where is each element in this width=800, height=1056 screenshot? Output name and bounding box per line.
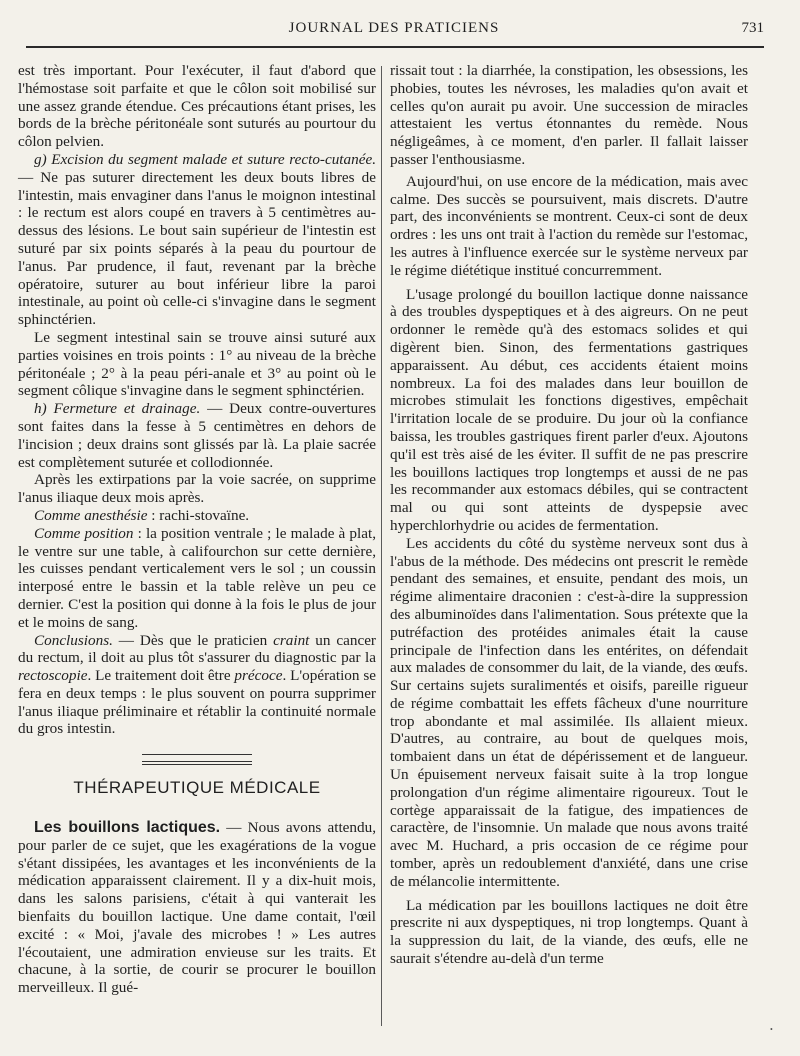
paragraph bbox=[18, 819, 376, 997]
paragraph bbox=[18, 632, 376, 739]
paragraph: est très important. Pour l'exécuter, il faut d'abord que l'hémostase soit parfaite et que le côlon soit mobilisé sur une assez grande étendue. Ces précautions étant prises, les bords de la brèche péritonéale sont suturés au pourtour du côlon pelvien. bbox=[18, 62, 376, 151]
separator-double-rule bbox=[142, 754, 252, 762]
subsection-label: Conclusions. bbox=[34, 631, 113, 649]
subsection-label: h) Fermeture et drainage. bbox=[34, 400, 201, 418]
subsection-label: g) Excision du segment malade et suture recto-cutanée. bbox=[34, 150, 376, 168]
paragraph: Le segment intestinal sain se trouve ainsi suturé aux parties voisines en trois points : 1° au niveau de la brèche péritonéale ; 2° à la peau péri-anale et 3° au point où le segment côlique s'invagine dans le segment sphinctérien. bbox=[18, 328, 376, 400]
paragraph-text: — Dès que le praticien bbox=[112, 631, 274, 649]
paragraph-text: un cancer du rectum, il doit au plus tôt s'assurer du diagnostic par la bbox=[18, 631, 376, 667]
paragraph bbox=[18, 507, 376, 525]
paragraph-text: . Le traitement doit être bbox=[87, 667, 235, 685]
paragraph: La médication par les bouillons lactiques ne doit être prescrite ni aux dyspeptiques, ni trop longtemps. Quant à la suppression du lait, de la viande, des œufs, elle ne saurait s'étendre au-delà d'un terme bbox=[390, 896, 748, 968]
subsection-label: Comme position bbox=[34, 524, 134, 542]
right-column bbox=[390, 62, 748, 968]
paragraph-text: . L'opération se fera en deux temps : le plus souvent on pourra supprimer l'anus iliaque préliminaire et rétablir la continuité normale du gros intestin. bbox=[18, 667, 376, 738]
separator-rule bbox=[142, 764, 252, 765]
paragraph-text: : rachi-stovaïne. bbox=[147, 506, 250, 524]
journal-title: JOURNAL DES PRATICIENS bbox=[288, 20, 500, 36]
emphasis: craint bbox=[273, 631, 310, 649]
paragraph-text: — Deux contre-ouvertures sont faites dans la fesse à 5 centimètres en dehors de l'incision ; deux drains sont glissés par là. La plaie sacrée est complètement suturée et collodionnée. bbox=[18, 400, 376, 471]
paragraph: Les accidents du côté du système nerveux sont dus à l'abus de la méthode. Des médecins ont prescrit le remède pendant des semaines, et ensuite, pendant des mois, un régime alimentaire draconien : c'est-à-dire la suppression des albuminoïdes dans l'alimentation. Sous prétexte que la putréfaction des protéides animales était la cause principale de l'infection dans les entérites, on défendait aux malades de consommer du lait, de la viande, des œufs. Sur certains sujets suralimentés et oisifs, pareille rigueur de régime combattait les effets fâcheux d'une nourriture trop abondante et mal assimilée. Ils allaient mieux. D'autres, au contraire, au bout de quelques mois, tombaient dans un état de dépérissement et de langueur. Un épuisement nerveux faisait suite à la trop longue prolongation d'un régime alimentaire rigoureux. Tout le cortège apparaissait de la fatigue, des impatiences de caractère, de l'insomnie. Un malade que nous avons traité avec M. Huchard, a pris occasion de ce régime pour tomber, après un redoublement d'anxiété, dans une crise de mélancolie intermittente. bbox=[390, 534, 748, 890]
subsection-label: Comme anesthésie bbox=[34, 506, 148, 524]
paragraph: rissait tout : la diarrhée, la constipation, les obsessions, les phobies, toutes les névroses, les maladies qu'on avait et celles qu'on aurait pu avoir. Une succession de miracles attestaient les vertus étonnantes du remède. Nous négligeâmes, à ce moment, d'en parler. Il fallait laisser passer l'enthousiasme. bbox=[390, 62, 748, 168]
column-divider bbox=[381, 66, 382, 1026]
paragraph bbox=[18, 151, 376, 329]
article-lead: Les bouillons lactiques. bbox=[34, 819, 221, 837]
paragraph-text: — Ne pas suturer directement les deux bouts libres de l'intestin, mais envaginer dans l'anus le moignon intestinal : le rectum est alors coupé en travers à 5 centimètres au-dessus des lésions. Le bout sain supérieur de l'intestin est suturé par six points séparés à la peau du pourtour de l'anus. Par prudence, il faut, revenant par la brèche opératoire, suturer au bout inférieur libre la paroi intestinale, au point où celle-ci s'invagine dans le segment sphinctérien. bbox=[18, 168, 376, 329]
header-rule bbox=[26, 46, 764, 48]
paragraph bbox=[18, 400, 376, 471]
paragraph-text: — Nous avons attendu, pour parler de ce sujet, que les exagérations de la vogue s'étant dissipées, les avantages et les inconvénients de la médication apparaissent clairement. Il y a dix-huit mois, dans les salons parisiens, c'était à qui vanterait les bienfaits du bouillon lactique. Une dame contait, l'œil excité : « Moi, j'avale des microbes ! » Les autres l'écoutaient, une admiration envieuse sur les traits. Et chacune, à la sortie, de courir se procurer le bouillon merveilleux. Il gué- bbox=[18, 819, 376, 997]
left-column bbox=[18, 62, 376, 997]
emphasis: rectoscopie bbox=[18, 667, 88, 685]
print-mark: • bbox=[770, 1025, 773, 1034]
emphasis: précoce bbox=[234, 667, 283, 685]
paragraph: Aujourd'hui, on use encore de la médication, mais avec calme. Des succès se poursuivent, mais discrets. D'autre part, des inconvénients se montrent. Ceux-ci sont de deux ordres : les uns ont trait à l'action du remède sur l'estomac, les autres à l'influence exercée sur le système nerveux par le régime diététique institué concurremment. bbox=[390, 172, 748, 279]
page-number: 731 bbox=[741, 20, 764, 36]
section-title: THÉRAPEUTIQUE MÉDICALE bbox=[73, 778, 321, 798]
running-header bbox=[24, 18, 764, 40]
paragraph-text: : la position ventrale ; le malade à plat, le ventre sur une table, à califourchon sur cette dernière, les cuisses pendant verticalement vers le sol ; un coussin interposé entre le bassin et la table relève un peu ce dernier. C'est la position qui donne à la fois le plus de jour et le moins de sang. bbox=[18, 524, 376, 631]
paragraph bbox=[18, 525, 376, 632]
paragraph: Après les extirpations par la voie sacrée, on supprime l'anus iliaque deux mois après. bbox=[18, 471, 376, 507]
section-separator bbox=[18, 754, 376, 765]
paragraph: L'usage prolongé du bouillon lactique donne naissance à des troubles dyspeptiques et à des aigreurs. On ne peut ordonner le remède qu'à des estomacs solides et qui digèrent bien. Sinon, des fermentations gastriques apparaissent. Au début, ces accidents étaient moins nombreux. La foi des malades dans leur bouillon de microbes stimulait les fonctions digestives, empêchait l'irritation locale de se produire. Du jour où la confiance baissa, les troubles gastriques firent parler d'eux. Ajoutons qu'il est très aisé de les éviter. Il suffit de ne pas prescrire les bouillons lactiques trop longtemps et aussi de ne pas les recommander aux estomacs débiles, qui se contractent mal ou qui sont atteints de dyspepsie avec hyperchlorhydrie ou acides de fermentation. bbox=[390, 285, 748, 534]
